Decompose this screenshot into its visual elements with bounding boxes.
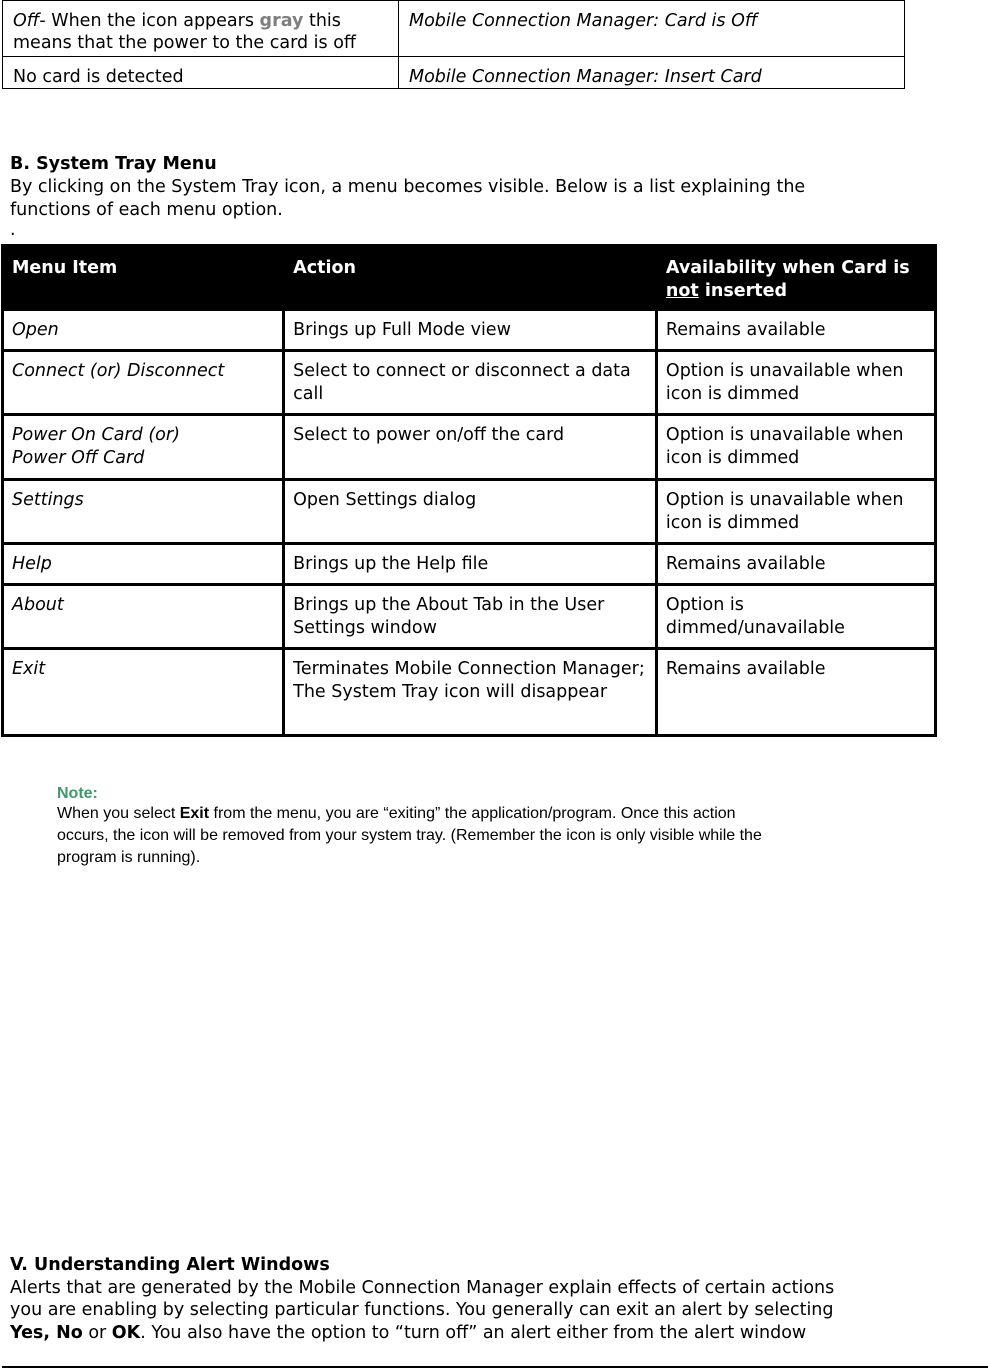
section-v-bold1: Yes, No — [10, 1323, 83, 1343]
table-row — [3, 544, 936, 585]
menu-item-cell: Exit — [3, 649, 284, 736]
card-status-table — [2, 0, 905, 89]
section-b-intro-line2: functions of each menu option. — [10, 200, 283, 220]
menu-item-cell: Settings — [3, 480, 284, 544]
state-highlight: gray — [259, 11, 304, 31]
section-b-heading: B. System Tray Menu — [10, 154, 217, 174]
status-message-cell: Mobile Connection Manager: Insert Card — [399, 57, 905, 89]
status-description-cell: No card is detected — [3, 57, 399, 89]
availability-cell: Option is unavailable when icon is dimmed — [656, 480, 935, 544]
action-cell: Select to connect or disconnect a data call — [284, 351, 657, 415]
section-v-line3 — [10, 1322, 806, 1345]
action-cell: Terminates Mobile Connection Manager; The System Tray icon will disappear — [284, 649, 657, 736]
action-cell: Select to power on/off the card — [284, 415, 657, 480]
note-line1-before: When you select — [57, 805, 180, 822]
availability-cell: Remains available — [656, 310, 935, 351]
menu-item-cell: Connect (or) Disconnect — [3, 351, 284, 415]
table-row — [3, 585, 936, 649]
header-availability-line1: Availability when Card is — [665, 258, 910, 278]
availability-cell: Option is unavailable when icon is dimmed — [656, 415, 935, 480]
note-title: Note: — [57, 785, 98, 802]
state-text-after: this means that the power to the card is off — [13, 11, 356, 53]
availability-line1: Option is — [665, 595, 744, 615]
state-text-before: - When the icon appears — [39, 11, 260, 31]
table-row — [3, 649, 936, 736]
note-line2: occurs, the icon will be removed from your system tray. (Remember the icon is only visible while the — [57, 827, 762, 844]
table-row — [3, 310, 936, 351]
note-line1 — [57, 803, 736, 825]
section-v-bold2: OK — [111, 1323, 141, 1343]
table-row — [3, 57, 905, 89]
action-cell: Brings up the About Tab in the User Settings window — [284, 585, 657, 649]
page-bottom-rule — [2, 1366, 988, 1368]
action-cell: Brings up the Help file — [284, 544, 657, 585]
header-action: Action — [284, 246, 657, 310]
note-line1-bold: Exit — [179, 805, 210, 822]
section-v-line2: you are enabling by selecting particular functions. You generally can exit an alert by selecting — [10, 1300, 834, 1320]
menu-item-line1: Power On Card (or) — [12, 425, 180, 445]
status-message-cell: Mobile Connection Manager: Card is Off — [399, 1, 905, 57]
availability-cell: Remains available — [656, 649, 935, 736]
table-row — [3, 480, 936, 544]
availability-line2: dimmed/unavailable — [665, 617, 845, 638]
availability-cell — [656, 585, 935, 649]
availability-cell: Option is unavailable when icon is dimmed — [656, 351, 935, 415]
action-cell: Open Settings dialog — [284, 480, 657, 544]
table-header-row — [3, 246, 936, 310]
menu-item-cell: About — [3, 585, 284, 649]
section-v-heading: V. Understanding Alert Windows — [10, 1255, 330, 1275]
table-row — [3, 351, 936, 415]
section-v-line1: Alerts that are generated by the Mobile Connection Manager explain effects of certain actions — [10, 1278, 835, 1298]
header-menu-item: Menu Item — [3, 246, 284, 310]
section-b-intro-line1: By clicking on the System Tray icon, a menu becomes visible. Below is a list explaining the — [10, 177, 806, 197]
status-description-cell — [3, 1, 399, 57]
state-lead: Off — [13, 11, 40, 31]
availability-cell: Remains available — [656, 544, 935, 585]
menu-item-cell: Help — [3, 544, 284, 585]
menu-item-line2: Power Off Card — [12, 447, 145, 468]
action-cell: Brings up Full Mode view — [284, 310, 657, 351]
table-row — [3, 1, 905, 57]
menu-item-cell — [3, 415, 284, 480]
section-b-dot: . — [10, 220, 16, 240]
note-line1-after: from the menu, you are “exiting” the application/program. Once this action — [209, 805, 736, 822]
section-v-after: . You also have the option to “turn off” an alert either from the alert window — [140, 1323, 807, 1343]
table-row — [3, 415, 936, 480]
header-availability-not: not — [665, 280, 699, 301]
menu-item-cell: Open — [3, 310, 284, 351]
note-line3: program is running). — [57, 849, 201, 866]
system-tray-menu-table — [1, 244, 937, 737]
section-v-mid: or — [82, 1323, 112, 1343]
header-availability — [656, 246, 935, 310]
header-availability-rest: inserted — [698, 280, 788, 301]
